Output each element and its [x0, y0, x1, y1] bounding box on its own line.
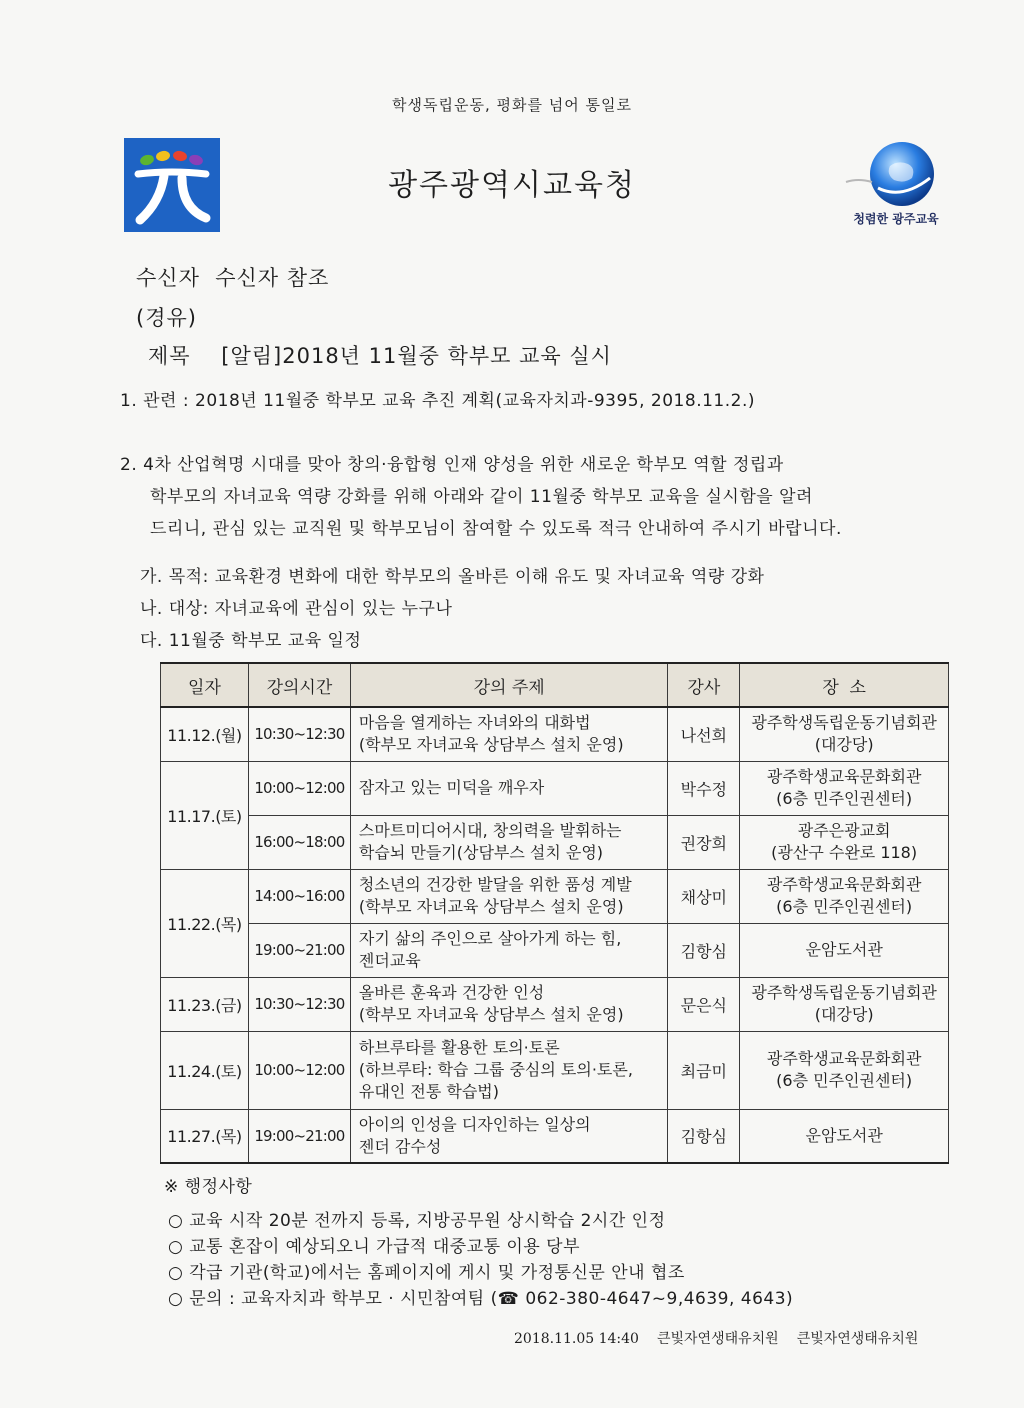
- place-line: 운암도서관: [805, 940, 883, 959]
- lecturer-cell: 김항심: [668, 923, 740, 977]
- table-row: [161, 761, 949, 815]
- table-row: [161, 707, 949, 761]
- place-line: 광주학생교육문화회관: [766, 875, 922, 894]
- lecturer-cell: 나선희: [668, 707, 740, 761]
- lecturer-cell: 권장희: [668, 815, 740, 869]
- admin-note-item: ○ 각급 기관(학교)에서는 홈페이지에 게시 및 가정통신문 안내 협조: [168, 1263, 685, 1283]
- place-line: 운암도서관: [805, 1125, 883, 1145]
- date-cell: 11.23.(금): [161, 977, 249, 1031]
- recipient-label: 수신자: [136, 266, 200, 290]
- table-row: [161, 1031, 949, 1109]
- admin-note-item: ○ 문의 : 교육자치과 학부모 · 시민참여팀 (☎ 062-380-4647~9,4639, 4643): [168, 1289, 794, 1309]
- via-line: (경유): [136, 306, 197, 330]
- date-cell: 11.17.(토): [161, 761, 249, 869]
- lecturer-cell: 최금미: [668, 1031, 740, 1109]
- admin-note-item: ○ 교통 혼잡이 예상되오니 가급적 대중교통 이용 당부: [168, 1237, 581, 1257]
- column-header-topic: 강의 주제: [350, 663, 667, 707]
- table-row: [161, 1109, 949, 1163]
- topic-line: 잠자고 있는 미덕을 깨우자: [358, 778, 545, 797]
- topic-line: 유대인 전통 학습법): [358, 1082, 499, 1101]
- integrity-globe-logo: [838, 138, 954, 232]
- time-cell: 19:00~21:00: [248, 1109, 350, 1163]
- place-cell: [740, 1109, 949, 1163]
- topic-line: 젠더교육: [358, 951, 421, 970]
- footer-sender: 큰빛자연생태유치원: [656, 1331, 779, 1347]
- place-line: 광주학생독립운동기념회관: [751, 713, 937, 733]
- motto: 학생독립운동, 평화를 넘어 통일로: [392, 96, 632, 114]
- place-line: (6층 민주인권센터): [776, 897, 913, 916]
- place-cell: [740, 869, 949, 923]
- date-cell: 11.12.(월): [161, 707, 249, 761]
- admin-note-item: ○ 교육 시작 20분 전까지 등록, 지방공무원 상시학습 2시간 인정: [168, 1211, 666, 1231]
- topic-line: 스마트미디어시대, 창의력을 발휘하는: [358, 821, 622, 840]
- lecturer-cell: 문은식: [668, 977, 740, 1031]
- topic-cell: [350, 815, 667, 869]
- place-cell: [740, 761, 949, 815]
- time-cell: 10:30~12:30: [248, 977, 350, 1031]
- body-paragraph-line3: 드리니, 관심 있는 교직원 및 학부모님이 참여할 수 있도록 적극 안내하여 주시기 바랍니다.: [150, 519, 842, 539]
- topic-cell: [350, 977, 667, 1031]
- subject-value: [알림]2018년 11월중 학부모 교육 실시: [221, 344, 612, 368]
- footer-timestamp: 2018.11.05 14:40: [514, 1331, 639, 1347]
- place-line: (광산구 수완로 118): [771, 843, 918, 862]
- topic-line: 마음을 열게하는 자녀와의 대화법: [358, 713, 591, 733]
- table-row: [161, 815, 949, 869]
- place-line: 광주학생독립운동기념회관: [751, 983, 937, 1002]
- admin-notes-title: ※ 행정사항: [164, 1177, 253, 1197]
- lecturer-cell: 김항심: [668, 1109, 740, 1163]
- column-header-place: 장 소: [740, 663, 949, 707]
- date-cell: 11.27.(목): [161, 1109, 249, 1163]
- fax-footer: [514, 1328, 936, 1348]
- lecturer-cell: 박수정: [668, 761, 740, 815]
- place-line: 광주학생교육문화회관: [766, 767, 922, 786]
- topic-line: (학부모 자녀교육 상담부스 설치 운영): [358, 897, 624, 916]
- place-line: (6층 민주인권센터): [776, 789, 913, 808]
- topic-cell: [350, 1109, 667, 1163]
- topic-line: 청소년의 건강한 발달을 위한 품성 계발: [358, 875, 632, 894]
- time-cell: 19:00~21:00: [248, 923, 350, 977]
- place-line: (6층 민주인권센터): [776, 1071, 913, 1090]
- place-cell: [740, 707, 949, 761]
- schedule-heading: 다. 11월중 학부모 교육 일정: [140, 631, 362, 651]
- column-header-lecturer: 강사: [668, 663, 740, 707]
- topic-line: 아이의 인성을 디자인하는 일상의: [358, 1114, 591, 1134]
- date-cell: 11.22.(목): [161, 869, 249, 977]
- topic-line: 학습뇌 만들기(상담부스 설치 운영): [358, 843, 604, 862]
- lecturer-cell: 채상미: [668, 869, 740, 923]
- subject-line: [148, 340, 612, 370]
- topic-line: 젠더 감수성: [358, 1136, 442, 1156]
- topic-line: (학부모 자녀교육 상담부스 설치 운영): [358, 735, 624, 755]
- column-header-date: 일자: [161, 663, 249, 707]
- place-cell: [740, 977, 949, 1031]
- recipient-line: [136, 262, 329, 292]
- organization-title: 광주광역시교육청: [388, 168, 636, 203]
- body-paragraph-line2: 학부모의 자녀교육 역량 강화를 위해 아래와 같이 11월중 학부모 교육을 실시함을 알려: [150, 487, 813, 507]
- table-row: [161, 923, 949, 977]
- topic-cell: [350, 1031, 667, 1109]
- footer-sender: 큰빛자연생태유치원: [796, 1331, 919, 1347]
- table-header-row: [161, 663, 949, 707]
- logo-caption: 청렴한 광주교육: [853, 212, 939, 226]
- body-paragraph-line1: 2. 4차 산업혁명 시대를 맞아 창의·융합형 인재 양성을 위한 새로운 학부모 역할 정립과: [120, 455, 784, 475]
- topic-cell: [350, 869, 667, 923]
- topic-line: (학부모 자녀교육 상담부스 설치 운영): [358, 1005, 624, 1024]
- place-cell: [740, 1031, 949, 1109]
- date-cell: 11.24.(토): [161, 1031, 249, 1109]
- column-header-time: 강의시간: [248, 663, 350, 707]
- topic-cell: [350, 923, 667, 977]
- place-line: (대강당): [814, 1005, 874, 1024]
- topic-cell: [350, 761, 667, 815]
- place-line: (대강당): [814, 735, 874, 755]
- time-cell: 10:00~12:00: [248, 761, 350, 815]
- purpose-item: 가. 목적: 교육환경 변화에 대한 학부모의 올바른 이해 유도 및 자녀교육 역량 강화: [140, 567, 765, 587]
- schedule-table: [160, 662, 949, 1164]
- target-item: 나. 대상: 자녀교육에 관심이 있는 누구나: [140, 599, 453, 619]
- place-cell: [740, 923, 949, 977]
- recipient-value: 수신자 참조: [215, 266, 330, 290]
- time-cell: 10:30~12:30: [248, 707, 350, 761]
- time-cell: 10:00~12:00: [248, 1031, 350, 1109]
- topic-cell: [350, 707, 667, 761]
- table-row: [161, 869, 949, 923]
- place-cell: [740, 815, 949, 869]
- topic-line: (하브루타: 학습 그룹 중심의 토의·토론,: [358, 1060, 633, 1079]
- place-line: 광주은광교회: [797, 821, 891, 840]
- time-cell: 16:00~18:00: [248, 815, 350, 869]
- topic-line: 자기 삶의 주인으로 살아가게 하는 힘,: [358, 929, 622, 948]
- subject-label: 제목: [148, 344, 191, 368]
- topic-line: 하브루타를 활용한 토의·토론: [358, 1038, 560, 1057]
- table-row: [161, 977, 949, 1031]
- place-line: 광주학생교육문화회관: [766, 1049, 922, 1068]
- topic-line: 올바른 훈육과 건강한 인성: [358, 983, 545, 1002]
- reference-item: 1. 관련 : 2018년 11월중 학부모 교육 추진 계획(교육자치과-9395, 2018.11.2.): [120, 391, 755, 411]
- time-cell: 14:00~16:00: [248, 869, 350, 923]
